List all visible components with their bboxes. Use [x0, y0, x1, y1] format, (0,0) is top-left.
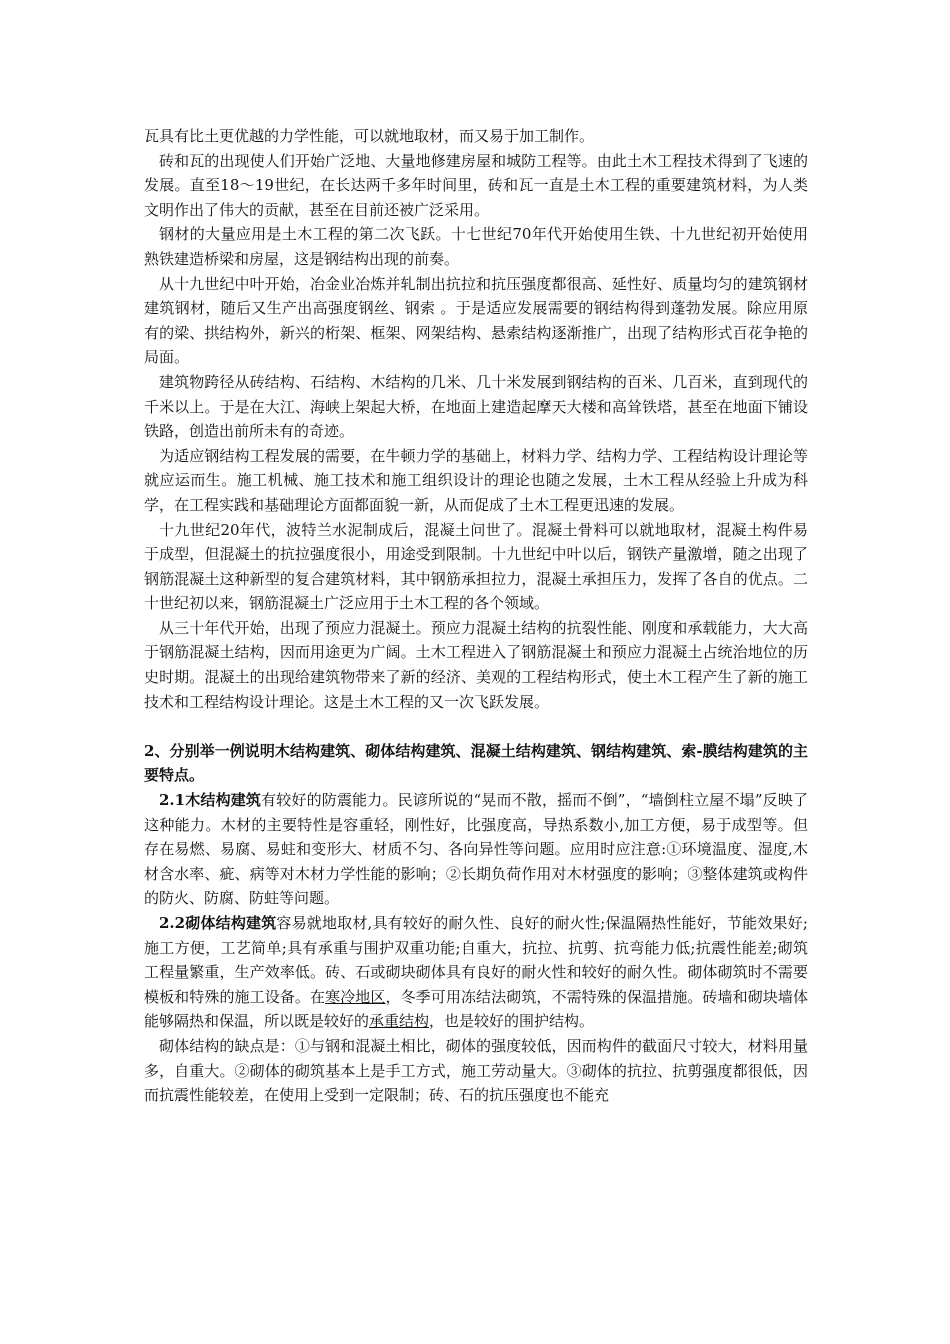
cold-region-link[interactable]: 寒冷地区	[325, 987, 386, 1006]
section-2-2-body-a: 容易就地取材,具有较好的耐久性、良好的耐火性;保温隔热性能好，节能效果好;施工方便，工艺简单;具有承重与围护双重功能;自重大，抗拉、抗剪、抗弯能力低;抗震性能差;砌筑工程量繁重，生产效率低。砖、石或砌块砌体具有良好的耐火性和较好的耐久性。砌体砌筑时不需要模板和特殊的施工设备。在	[144, 914, 808, 1006]
paragraph-prestressed-concrete: 从三十年代开始，出现了预应力混凝土。预应力混凝土结构的抗裂性能、刚度和承载能力，大大高于钢筋混凝土结构，因而用途更为广阔。土木工程进入了钢筋混凝土和预应力混凝土占统治地位的历史时期。混凝土的出现给建筑物带来了新的经济、美观的工程结构形式，使土木工程产生了新的施工技术和工程结构设计理论。这是土木工程的又一次飞跃发展。	[144, 618, 808, 711]
load-bearing-structure-link[interactable]: 承重结构	[369, 1012, 430, 1031]
section-2-2-masonry	[144, 911, 808, 1034]
section-2-1-body: 有较好的防震能力。民谚所说的“晃而不散，摇而不倒”，“墙倒柱立屋不塌”反映了这种能力。木材的主要特性是容重轻，刚性好，比强度高，导热系数小,加工方便，易于成型等。但存在易燃、易腐、易蛀和变形大、材质不匀、各向异性等问题。应用时应注意:①环境温度、湿度,木材含水率、疵、病等对木材力学性能的影响；②长期负荷作用对木材强度的影响；③整体建筑或构件的防火、防腐、防蛀等问题。	[144, 791, 808, 908]
question-2-heading: 2、分别举一例说明木结构建筑、砌体结构建筑、混凝土结构建筑、钢结构建筑、索-膜结构建筑的主要特点。	[144, 741, 808, 785]
paragraph-concrete: 十九世纪20年代，波特兰水泥制成后，混凝土问世了。混凝土骨料可以就地取材，混凝土构件易于成型，但混凝土的抗拉强度很小，用途受到限制。十九世纪中叶以后，钢铁产量激增，随之出现了钢筋混凝土这种新型的复合建筑材料，其中钢筋承担拉力，混凝土承担压力，发挥了各自的优点。二十世纪初以来，钢筋混凝土广泛应用于土木工程的各个领域。	[144, 520, 808, 613]
document-page	[144, 124, 808, 1108]
paragraph-steel-development: 从十九世纪中叶开始，冶金业冶炼并轧制出抗拉和抗压强度都很高、延性好、质量均匀的建筑钢材建筑钢材，随后又生产出高强度钢丝、钢索 。于是适应发展需要的钢结构得到蓬勃发展。除应用原有的梁、拱结构外，新兴的桁架、框架、网架结构、悬索结构逐渐推广，出现了结构形式百花争艳的局面。	[144, 274, 808, 367]
paragraph-steel-leap: 钢材的大量应用是土木工程的第二次飞跃。十七世纪70年代开始使用生铁、十九世纪初开始使用熟铁建造桥梁和房屋，这是钢结构出现的前奏。	[144, 225, 808, 268]
paragraph-bricks-tiles-intro: 瓦具有比土更优越的力学性能，可以就地取材，而又易于加工制作。	[144, 127, 595, 145]
section-2-1-title: 2.1木结构建筑	[159, 791, 262, 810]
section-2-2-body-b: ，冬季可用冻结法砌筑，不需特殊的保温措施。砖墙和砌块墙体能够隔热和保温，所以既是较好的	[144, 987, 808, 1031]
paragraph-bricks-history: 砖和瓦的出现使人们开始广泛地、大量地修建房屋和城防工程等。由此土木工程技术得到了飞速的发展。直至18～19世纪，在长达两千多年时间里，砖和瓦一直是土木工程的重要建筑材料，为人类文明作出了伟大的贡献，甚至在目前还被广泛采用。	[144, 151, 808, 219]
section-2-1-timber	[144, 788, 808, 911]
paragraph-masonry-disadvantages: 砌体结构的缺点是：①与钢和混凝土相比，砌体的强度较低，因而构件的截面尺寸较大，材料用量多，自重大。②砌体的砌筑基本上是手工方式，施工劳动量大。③砌体的抗拉、抗剪强度都很低，因而抗震性能较差，在使用上受到一定限制；砖、石的抗压强度也不能充	[144, 1036, 808, 1105]
section-2-2-body-c: ，也是较好的围护结构。	[429, 1012, 595, 1031]
paragraph-span-growth: 建筑物跨径从砖结构、石结构、木结构的几米、几十米发展到钢结构的百米、几百米，直到现代的千米以上。于是在大江、海峡上架起大桥，在地面上建造起摩天大楼和高耸铁塔，甚至在地面下铺设铁路，创造出前所未有的奇迹。	[144, 372, 808, 441]
section-2-2-title: 2.2砌体结构建筑	[159, 914, 277, 932]
paragraph-theory-development: 为适应钢结构工程发展的需要，在牛顿力学的基础上，材料力学、结构力学、工程结构设计理论等就应运而生。施工机械、施工技术和施工组织设计的理论也随之发展，土木工程从经验上升成为科学，在工程实践和基础理论方面都面貌一新，从而促成了土木工程更迅速的发展。	[144, 446, 808, 514]
